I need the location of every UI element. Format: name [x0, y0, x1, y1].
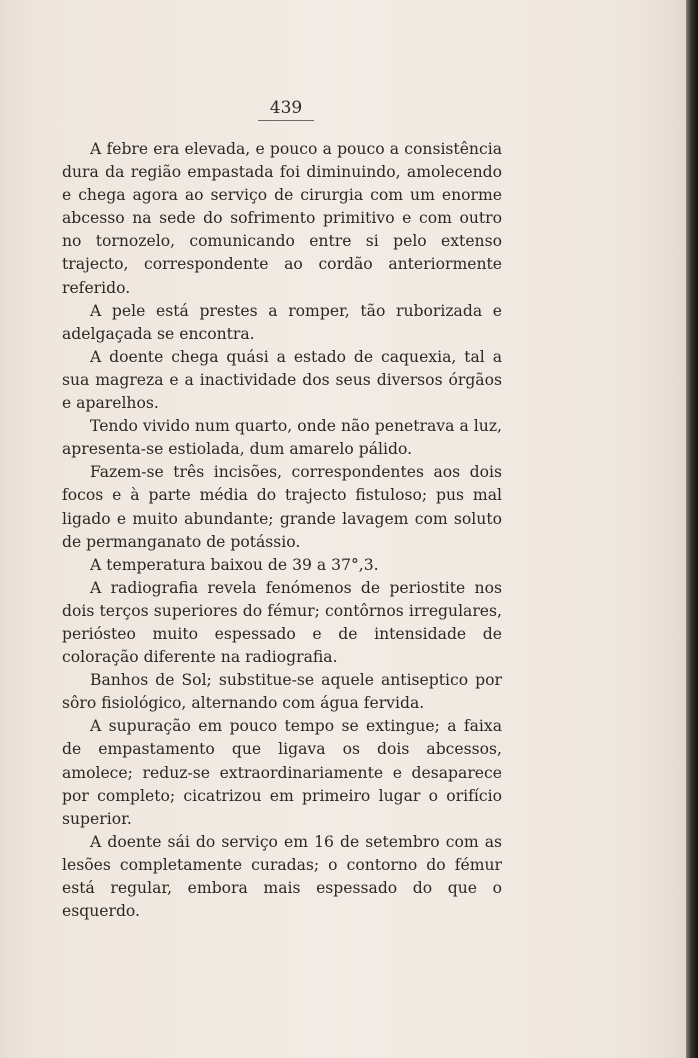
paragraph: A pele está prestes a romper, tão ruborizada e adelgaçada se encontra.	[62, 301, 502, 343]
paragraph: Fazem-se três incisões, correspondentes aos dois focos e à parte média do trajecto fistuloso; pus mal ligado e muito abundante; grande lavagem com soluto de permanganato de potássio.	[62, 463, 502, 551]
paragraph: A radiografia revela fenómenos de periostite nos dois terços superiores do fémur; contôrnos irregulares, periósteo muito espessado e de intensidade de coloração diferente na radiografia.	[62, 578, 502, 667]
page-edge-shadow	[686, 0, 698, 1058]
paragraph: A doente sái do serviço em 16 de setembro com as lesões completamente curadas; o contorno do fémur está regular, embora mais espessado do que o esquerdo.	[62, 832, 502, 921]
paragraph: A supuração em pouco tempo se extingue; a faixa de empastamento que ligava os dois abcessos, amolece; reduz-se extraordinariamente e desaparece por completo; cicatrizou em primeiro lugar o orifício superior.	[62, 717, 502, 828]
paragraph: A febre era elevada, e pouco a pouco a consistência dura da região empastada foi diminuindo, amolecendo e chega agora ao serviço de cirurgia com um enorme abcesso na sede do sofrimento primitivo e com outro no tornozelo, comunicando entre si pelo extenso trajecto, correspondente ao cordão anteriormente referido.	[62, 140, 502, 297]
paragraph: Banhos de Sol; substitue-se aquele antiseptico por sôro fisiológico, alternando com água fervida.	[62, 671, 502, 713]
paragraph: A temperatura baixou de 39 a 37°,3.	[90, 555, 379, 574]
paragraph: A doente chega quási a estado de caquexia, tal a sua magreza e a inactividade dos seus diversos órgãos e aparelhos.	[62, 347, 502, 413]
paragraph: Tendo vivido num quarto, onde não penetrava a luz, apresenta-se estiolada, dum amarelo pálido.	[62, 417, 502, 459]
body-text	[62, 138, 502, 923]
page-number: 439	[258, 98, 314, 121]
